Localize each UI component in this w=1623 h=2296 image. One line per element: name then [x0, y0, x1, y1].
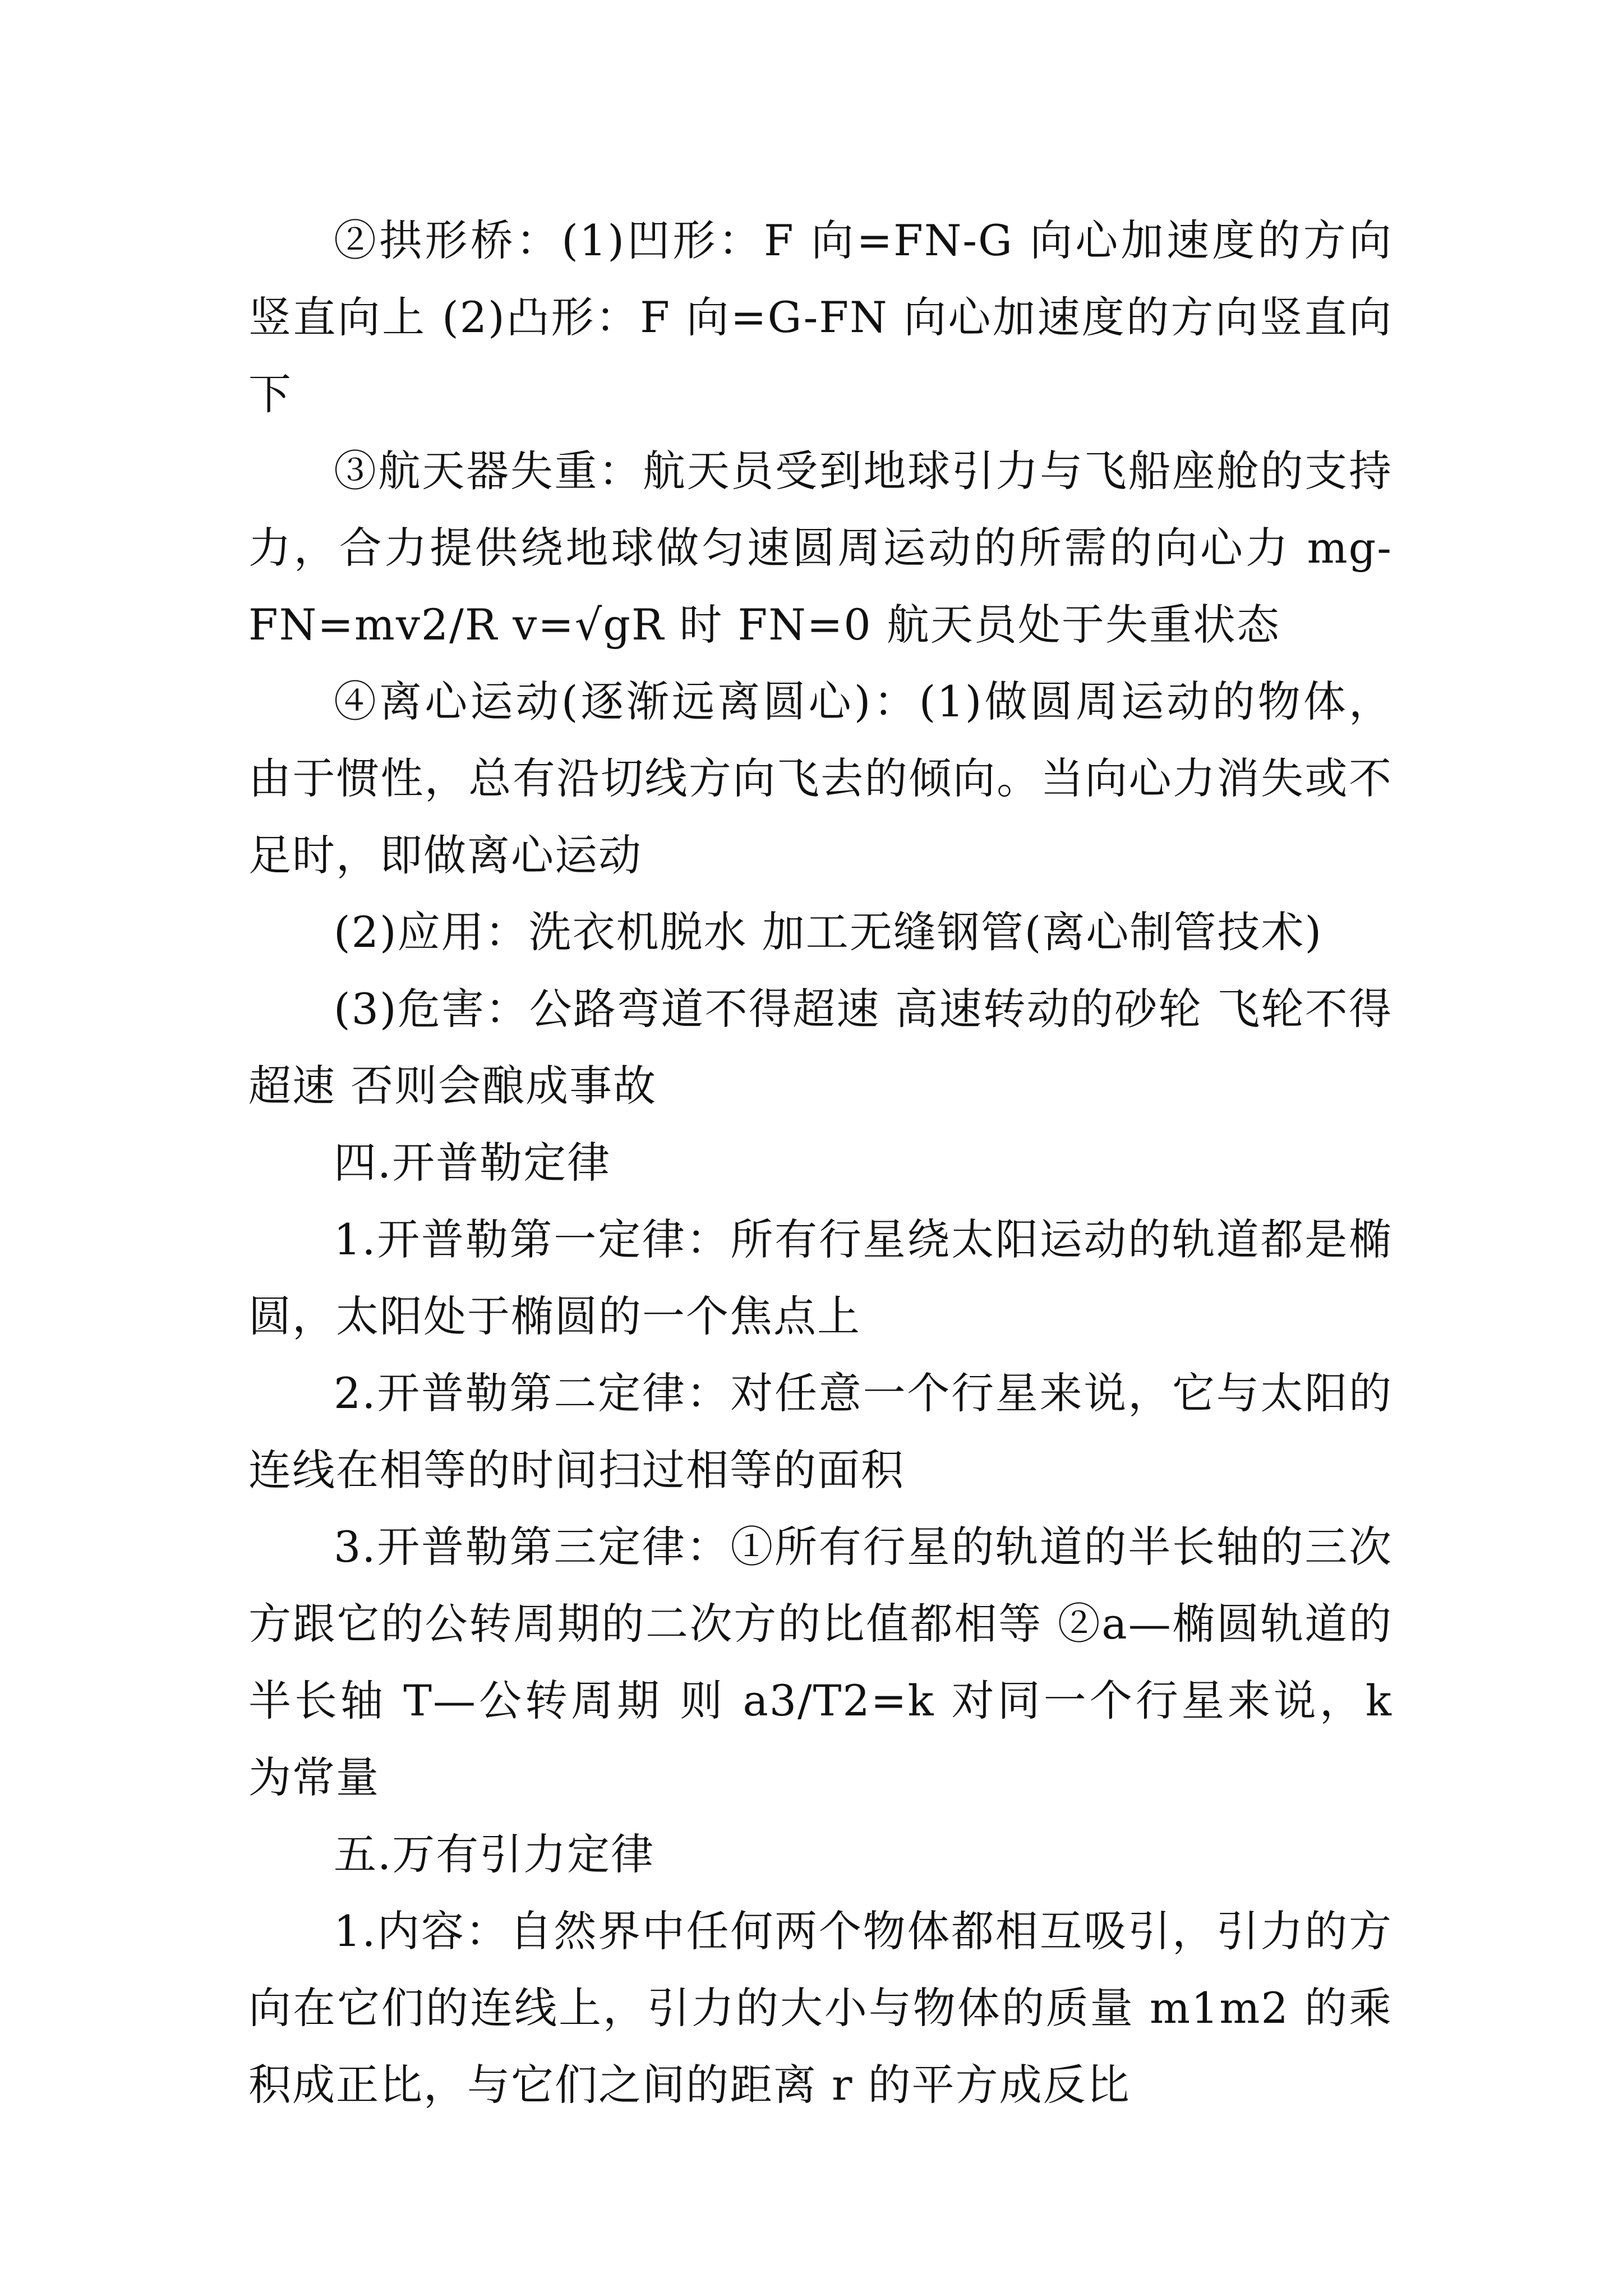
paragraph-arch-bridge: ②拱形桥：(1)凹形：F 向=FN-G 向心加速度的方向竖直向上 (2)凸形：F 向=G-FN 向心加速度的方向竖直向下: [248, 215, 1393, 419]
paragraph-gravitation-content: 1.内容：自然界中任何两个物体都相互吸引，引力的方向在它们的连线上，引力的大小与物体的质量 m1m2 的乘积成正比，与它们之间的距离 r 的平方成反比: [248, 1906, 1393, 2110]
section-heading-gravitation: 五.万有引力定律: [334, 1829, 655, 1879]
section-heading-kepler: 四.开普勒定律: [334, 1138, 611, 1188]
paragraph-hazards: (3)危害：公路弯道不得超速 高速转动的砂轮 飞轮不得超速 否则会酿成事故: [248, 984, 1393, 1111]
document-body: [248, 202, 1393, 2123]
paragraph-centrifugal-motion: ④离心运动(逐渐远离圆心)：(1)做圆周运动的物体，由于惯性，总有沿切线方向飞去的倾向。当向心力消失或不足时，即做离心运动: [248, 677, 1393, 880]
paragraph-kepler-first-law: 1.开普勒第一定律：所有行星绕太阳运动的轨道都是椭圆，太阳处于椭圆的一个焦点上: [248, 1214, 1393, 1341]
paragraph-spacecraft-weightlessness: ③航天器失重：航天员受到地球引力与飞船座舱的支持力，合力提供绕地球做匀速圆周运动的所需的向心力 mg-FN=mv2/R v=√gR 时 FN=0 航天员处于失重状态: [248, 446, 1393, 650]
paragraph-kepler-second-law: 2.开普勒第二定律：对任意一个行星来说，它与太阳的连线在相等的时间扫过相等的面积: [248, 1368, 1393, 1495]
paragraph-kepler-third-law: 3.开普勒第三定律：①所有行星的轨道的半长轴的三次方跟它的公转周期的二次方的比值都相等 ②a—椭圆轨道的半长轴 T—公转周期 则 a3/T2=k 对同一个行星来说，k 为常量: [248, 1522, 1393, 1802]
paragraph-applications: (2)应用：洗衣机脱水 加工无缝钢管(离心制管技术): [334, 907, 1323, 957]
